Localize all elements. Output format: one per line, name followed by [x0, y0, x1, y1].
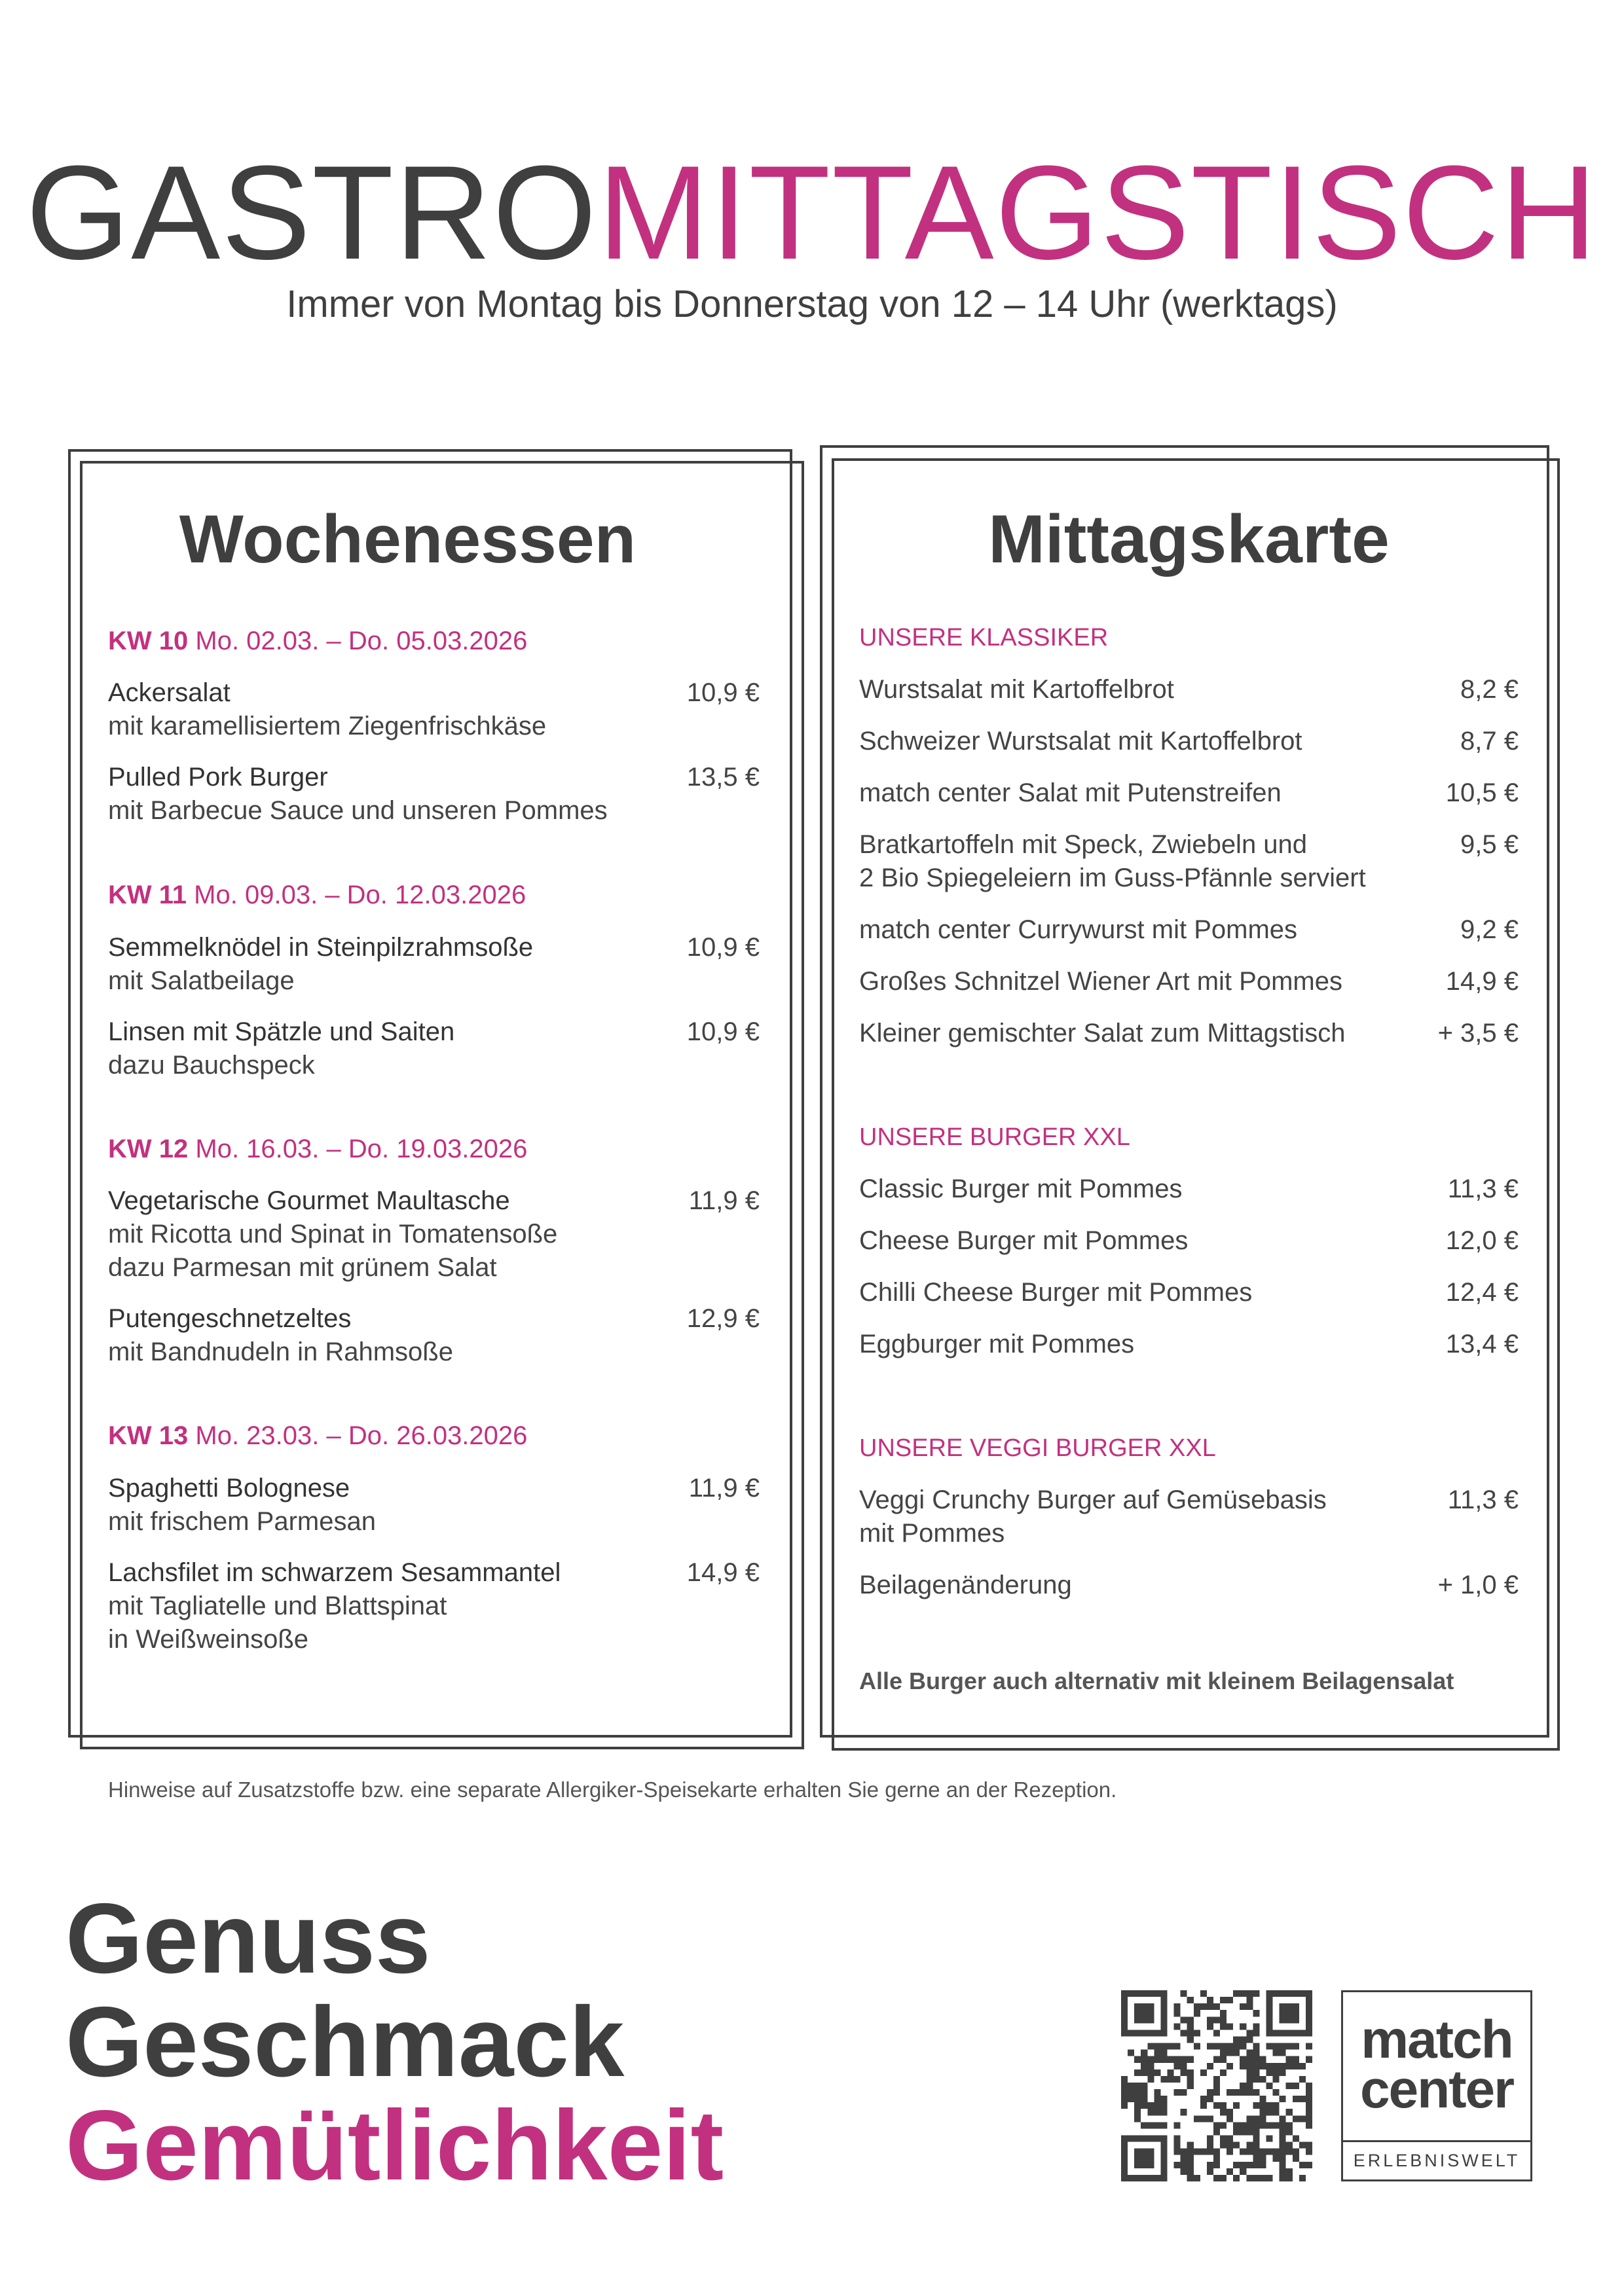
item-desc: dazu Parmesan mit grünem Salat	[108, 1253, 497, 1282]
row-price: + 1,0 €	[1437, 1571, 1519, 1599]
logo-divider	[1343, 2140, 1530, 2142]
slogan-line-geschmack: Geschmack	[65, 1986, 625, 2098]
menu-item	[108, 1556, 760, 1656]
section-title-klassiker: UNSERE KLASSIKER	[859, 624, 1109, 651]
week-header	[108, 1419, 760, 1452]
row-label: Eggburger mit Pommes	[859, 1330, 1135, 1358]
row-price: 9,5 €	[1460, 830, 1519, 859]
menu-item	[108, 1302, 760, 1369]
row-price: 14,9 €	[1445, 967, 1519, 996]
week-header	[108, 879, 760, 911]
row-price: 10,5 €	[1445, 778, 1519, 807]
item-desc: mit frischem Parmesan	[108, 1507, 376, 1536]
item-price: 10,9 €	[686, 1017, 760, 1046]
item-desc: mit Bandnudeln in Rahmsoße	[108, 1338, 453, 1366]
menu-row	[859, 673, 1519, 706]
week-kw: KW 13	[108, 1421, 189, 1450]
menu-item	[108, 1015, 760, 1082]
row-label: Veggi Crunchy Burger auf Gemüsebasis	[859, 1485, 1327, 1514]
item-desc: mit Ricotta und Spinat in Tomatensoße	[108, 1220, 558, 1248]
menu-row	[859, 1484, 1519, 1550]
item-desc: mit karamellisiertem Ziegenfrischkäse	[108, 712, 547, 740]
item-price: 13,5 €	[686, 763, 760, 792]
mittagskarte-panel	[859, 0, 1519, 2296]
row-label: 2 Bio Spiegeleiern im Guss-Pfännle serviert	[859, 864, 1366, 892]
row-label: Beilagenänderung	[859, 1571, 1072, 1599]
menu-row	[859, 913, 1519, 947]
item-name: Putengeschnetzeltes	[108, 1304, 352, 1333]
section-title-veggi: UNSERE VEGGI BURGER XXL	[859, 1434, 1216, 1462]
mittagskarte-heading: Mittagskarte	[988, 501, 1390, 577]
item-desc: mit Salatbeilage	[108, 966, 295, 995]
menu-item	[108, 1184, 760, 1285]
week-dates: Mo. 02.03. – Do. 05.03.2026	[195, 627, 528, 655]
menu-item	[108, 761, 760, 828]
week-dates: Mo. 23.03. – Do. 26.03.2026	[195, 1421, 528, 1450]
row-price: + 3,5 €	[1437, 1019, 1519, 1048]
week-kw: KW 10	[108, 627, 189, 655]
menu-row	[859, 1569, 1519, 1602]
title-part-mittagstisch: MITTAGSTISCH	[597, 138, 1598, 287]
menu-row	[859, 1276, 1519, 1309]
menu-row	[859, 1173, 1519, 1206]
week-kw: KW 12	[108, 1135, 189, 1163]
item-name: Linsen mit Spätzle und Saiten	[108, 1017, 455, 1046]
row-price: 12,0 €	[1445, 1226, 1519, 1255]
row-label: Bratkartoffeln mit Speck, Zwiebeln und	[859, 830, 1308, 859]
row-label: Chilli Cheese Burger mit Pommes	[859, 1278, 1253, 1307]
menu-item	[108, 676, 760, 743]
row-price: 8,7 €	[1460, 727, 1519, 756]
menu-row	[859, 965, 1519, 998]
item-price: 11,9 €	[688, 1186, 760, 1215]
item-desc: in Weißweinsoße	[108, 1625, 309, 1654]
row-label: Wurstsalat mit Kartoffelbrot	[859, 675, 1174, 704]
row-price: 13,4 €	[1445, 1330, 1519, 1358]
item-price: 11,9 €	[688, 1474, 760, 1503]
item-price: 12,9 €	[686, 1304, 760, 1333]
item-name: Spaghetti Bolognese	[108, 1474, 350, 1503]
item-desc: mit Barbecue Sauce und unseren Pommes	[108, 796, 608, 825]
menu-row	[859, 1224, 1519, 1258]
row-price: 12,4 €	[1445, 1278, 1519, 1307]
row-price: 8,2 €	[1460, 675, 1519, 704]
row-price: 11,3 €	[1447, 1175, 1519, 1203]
item-name: Vegetarische Gourmet Maultasche	[108, 1186, 510, 1215]
item-desc: mit Tagliatelle und Blattspinat	[108, 1592, 447, 1620]
item-price: 10,9 €	[686, 933, 760, 962]
page-subtitle: Immer von Montag bis Donnerstag von 12 – 14 Uhr (werktags)	[286, 283, 1338, 325]
item-name: Ackersalat	[108, 678, 231, 707]
wochenessen-heading: Wochenessen	[179, 501, 637, 577]
menu-item	[108, 931, 760, 998]
row-label: Classic Burger mit Pommes	[859, 1175, 1183, 1203]
menu-row	[859, 776, 1519, 810]
item-desc: dazu Bauchspeck	[108, 1051, 315, 1080]
menu-row	[859, 1328, 1519, 1361]
row-label: mit Pommes	[859, 1519, 1005, 1548]
match-center-logo	[1341, 1990, 1532, 2181]
row-label: Großes Schnitzel Wiener Art mit Pommes	[859, 967, 1342, 996]
week-dates: Mo. 09.03. – Do. 12.03.2026	[194, 881, 526, 909]
section-title-burger: UNSERE BURGER XXL	[859, 1123, 1130, 1151]
item-price: 14,9 €	[686, 1558, 760, 1587]
menu-row	[859, 828, 1519, 895]
week-header	[108, 625, 760, 657]
item-price: 10,9 €	[686, 678, 760, 707]
menu-row	[859, 725, 1519, 758]
row-price: 9,2 €	[1460, 915, 1519, 944]
menu-item	[108, 1472, 760, 1539]
week-header	[108, 1133, 760, 1165]
logo-word-match: match	[1361, 2010, 1513, 2069]
row-label: Schweizer Wurstsalat mit Kartoffelbrot	[859, 727, 1302, 756]
item-name: Lachsfilet im schwarzem Sesammantel	[108, 1558, 561, 1587]
slogan-line-genuss: Genuss	[65, 1883, 431, 1994]
logo-word-center: center	[1359, 2060, 1514, 2119]
menu-row	[859, 1017, 1519, 1050]
item-name: Pulled Pork Burger	[108, 763, 328, 792]
burger-note: Alle Burger auch alternativ mit kleinem Beilagensalat	[859, 1667, 1454, 1694]
row-label: match center Currywurst mit Pommes	[859, 915, 1298, 944]
row-label: match center Salat mit Putenstreifen	[859, 778, 1282, 807]
row-label: Cheese Burger mit Pommes	[859, 1226, 1189, 1255]
title-part-gastro: GASTRO	[26, 138, 598, 287]
week-dates: Mo. 16.03. – Do. 19.03.2026	[195, 1135, 528, 1163]
item-name: Semmelknödel in Steinpilzrahmsoße	[108, 933, 534, 962]
logo-subtitle: ERLEBNISWELT	[1353, 2151, 1521, 2170]
row-label: Kleiner gemischter Salat zum Mittagstisch	[859, 1019, 1346, 1048]
qr-code-icon[interactable]	[1121, 1990, 1312, 2181]
allergen-footnote: Hinweise auf Zusatzstoffe bzw. eine separate Allergiker-Speisekarte erhalten Sie gerne an der Rezeption.	[108, 1777, 1117, 1802]
slogan-line-gemuetlichkeit: Gemütlichkeit	[65, 2090, 724, 2201]
week-kw: KW 11	[108, 881, 187, 909]
row-price: 11,3 €	[1447, 1485, 1519, 1514]
